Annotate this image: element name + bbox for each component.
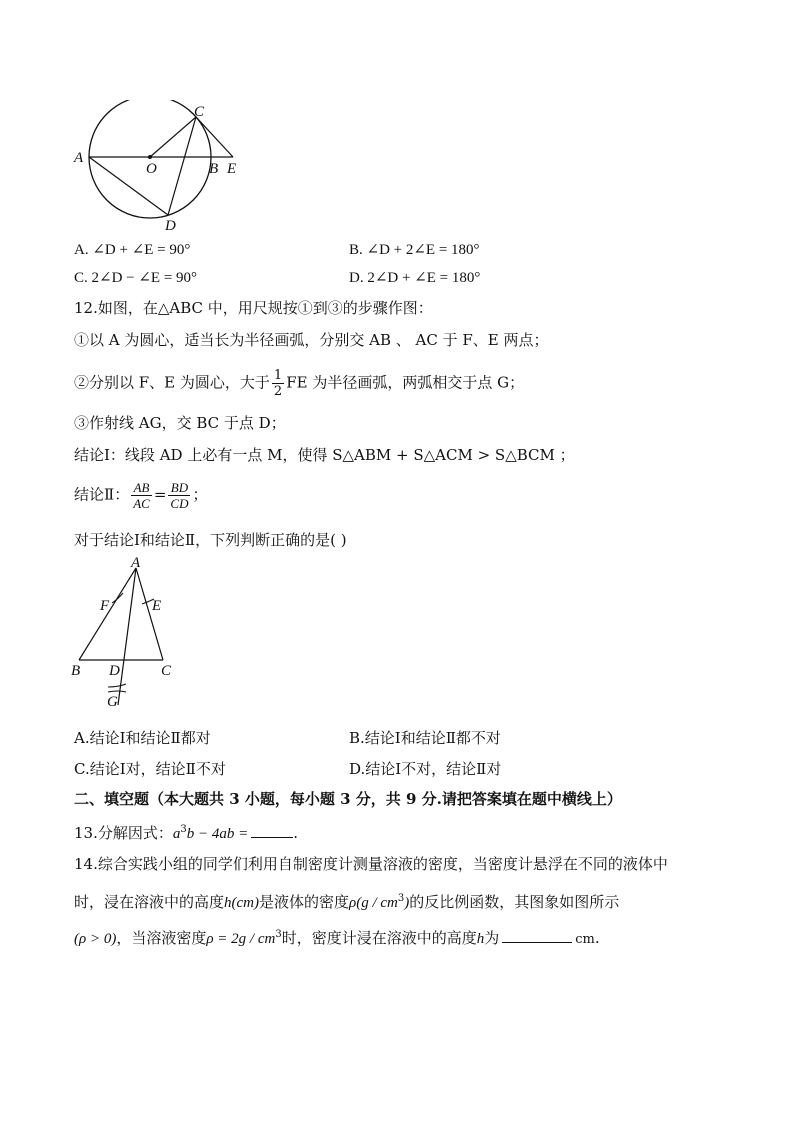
label-B: B [71,663,81,679]
label-A: A [131,555,141,571]
fraction-ab-ac [131,480,152,511]
q14-line2-pre: 时，浸在溶液中的高度 [74,893,225,911]
q12-option-b: B.结论Ⅰ和结论Ⅱ都不对 [349,729,501,747]
q12-option-d: D.结论Ⅰ不对，结论Ⅱ对 [349,760,502,778]
segment-CD [168,117,196,215]
fraction-numerator: 1 [273,368,283,383]
q14-rho-unit: ρ(g / cm [349,895,398,911]
q14-rho-end: ) [404,895,410,911]
section-heading: 二、填空题（本大题共 3 小题，每小题 3 分，共 9 分.请把答案填在题中横线上） [74,790,622,808]
label-O: O [146,161,157,177]
q12-option-a: A.结论Ⅰ和结论Ⅱ都对 [74,729,211,747]
label-B: B [209,161,219,177]
q12-step3: ③作射线 AG，交 BC 于点 D； [74,414,286,432]
q14-line3 [74,925,600,950]
label-C: C [194,104,205,120]
q11-option-b: B. ∠D + 2∠E = 180° [349,242,480,258]
fraction-cd: CD [170,496,189,511]
segment-CE [196,117,233,157]
ray-AG [118,568,136,705]
q11-option-d: D. 2∠D + ∠E = 180° [349,270,481,286]
label-A: A [74,150,84,166]
q14-wei: 为 [484,929,500,947]
label-D: D [165,218,176,234]
fraction-bd: BD [168,480,190,496]
q14-line2 [74,889,619,913]
circle-figure [70,100,250,235]
segment-OC [150,117,196,157]
q13-pre: 13.分解因式： [74,824,173,842]
fraction-ac: AC [133,496,150,511]
q13-post: . [293,824,299,842]
q11-option-c: C. 2∠D − ∠E = 90° [74,270,198,286]
q14-line3-mid: ，当溶液密度 [116,929,207,947]
q14-density-eq: ρ = 2g / cm [206,931,276,947]
q13-exponent: 3 [180,824,187,835]
arc-mark-G1 [108,684,126,687]
q12-step2-post: FE 为半径画弧，两弧相交于点 G； [286,373,525,392]
q14-line3-mid2: 时，密度计浸在溶液中的高度 [281,929,477,947]
q14-line2-post: 的反比例函数，其图象如图所示 [409,893,620,911]
q12-step2-pre: ②分别以 F、E 为圆心，大于 [74,373,270,392]
q14-density-exp: 3 [275,929,282,940]
q12-option-c: C.结论Ⅰ对，结论Ⅱ不对 [74,760,226,778]
label-G: G [107,694,118,710]
fraction-ab: AB [131,480,152,496]
q14-h: h [476,931,485,947]
triangle-figure [66,555,196,710]
label-F: F [100,598,110,614]
label-E: E [152,598,162,614]
label-C: C [161,663,172,679]
q12-conclusion2-post: ； [192,485,208,504]
fraction-denominator: 2 [273,384,283,399]
q14-line2-mid: 是液体的密度 [259,893,350,911]
q14-condition: (ρ > 0) [74,931,117,947]
q12-stem: 12.如图，在△ABC 中，用尺规按①到③的步骤作图： [74,299,433,317]
q12-question: 对于结论Ⅰ和结论Ⅱ，下列判断正确的是( ) [74,531,347,549]
side-AB [79,568,136,660]
q14-unit: cm [575,932,595,947]
q12-conclusion2 [74,480,207,511]
q13-var-a: a [172,826,181,842]
side-AC [136,568,163,660]
q13-answer-blank[interactable] [251,823,293,838]
q14-h-cm: h(cm) [224,895,259,911]
q14-rho-exp: 3 [397,893,405,904]
q13-expr-rest: b − 4ab = [186,826,249,842]
q14-line1: 14.综合实践小组的同学们利用自制密度计测量溶液的密度，当密度计悬浮在不同的液体中 [74,855,668,873]
half-fraction [272,368,284,399]
label-D: D [109,663,120,679]
q14-end: . [594,929,600,947]
q14-answer-blank[interactable] [502,928,572,943]
q12-step1: ①以 A 为圆心，适当长为半径画弧，分别交 AB 、 AC 于 F、E 两点； [74,331,549,349]
q12-conclusion1: 结论Ⅰ：线段 AD 上必有一点 M，使得 S△ABM + S△ACM > S△BCM ； [74,446,575,464]
q13 [74,820,298,844]
q12-conclusion2-pre: 结论Ⅱ： [74,485,130,504]
q11-option-a: A. ∠D + ∠E = 90° [74,242,191,258]
q12-step2 [74,368,524,399]
fraction-bd-cd [168,480,190,511]
center-point [148,155,152,159]
arc-mark-G2 [108,691,126,692]
equals-sign: = [153,485,167,504]
label-E: E [227,161,237,177]
